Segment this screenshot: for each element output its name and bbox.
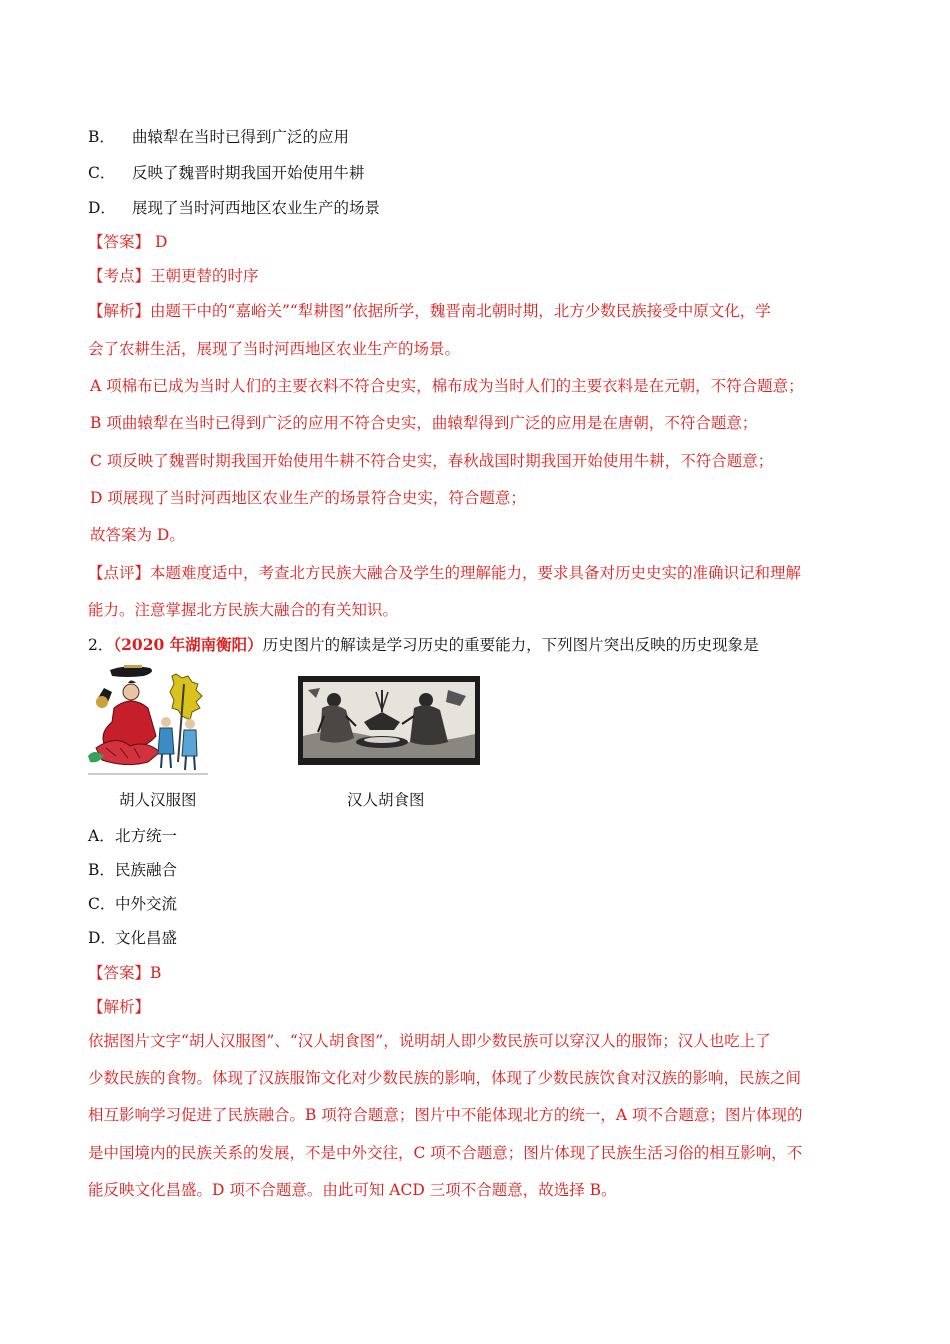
option-letter: D．	[88, 199, 116, 217]
option-text: 北方统一	[115, 827, 178, 845]
question-number: 2．	[88, 636, 114, 654]
jiexi-label: 【解析】	[88, 302, 151, 320]
q1-dianping-line-2: 能力。注意掌握北方民族大融合的有关知识。	[88, 601, 399, 619]
q2-option-d	[88, 927, 177, 949]
option-letter: C．	[88, 895, 116, 913]
q2-option-c	[88, 893, 177, 915]
q1-option-c	[88, 162, 365, 184]
q1-conclusion: 故答案为 D。	[90, 526, 185, 544]
option-letter: D．	[88, 929, 116, 947]
figure-han-people-hu-food	[298, 676, 480, 765]
q2-jiexi-label: 【解析】	[88, 998, 151, 1016]
q2-jiexi-line: 是中国境内的民族关系的发展，不是中外交往，C 项不合题意；图片体现了民族生活习俗的相互影响，不	[88, 1144, 803, 1162]
q1-analysis-c: C 项反映了魏晋时期我国开始使用牛耕不符合史实，春秋战国时期我国开始使用牛耕，不符合题意；	[90, 452, 774, 470]
q2-jiexi-line: 相互影响学习促进了民族融合。B 项符合题意；图片中不能体现北方的统一，A 项不合题意；图片体现的	[88, 1106, 803, 1124]
q1-jiexi-line-2: 会了农耕生活，展现了当时河西地区农业生产的场景。	[88, 340, 461, 358]
q2-jiexi-line: 依据图片文字“胡人汉服图”、“汉人胡食图”，说明胡人即少数民族可以穿汉人的服饰；汉人也吃上了	[88, 1032, 771, 1050]
option-letter: A．	[88, 827, 115, 845]
answer-value: B	[150, 964, 162, 982]
q1-option-b	[88, 126, 349, 148]
option-letter: B．	[88, 128, 115, 146]
figure-hu-people-han-clothing	[86, 664, 212, 778]
q2-option-a	[88, 825, 177, 847]
q2-answer	[88, 962, 161, 984]
q2-option-b	[88, 859, 177, 881]
kaodian-text: 王朝更替的时序	[150, 267, 259, 285]
answer-label: 【答案】	[88, 964, 151, 982]
q2-jiexi-line: 能反映文化昌盛。D 项不合题意。由此可知 ACD 三项不合题意，故选择 B。	[88, 1181, 617, 1199]
dianping-text: 本题难度适中，考查北方民族大融合及学生的理解能力，要求具备对历史史实的准确识记和理解	[150, 564, 802, 582]
answer-label: 【答案】	[88, 233, 151, 251]
answer-value: D	[154, 233, 168, 251]
option-text: 曲辕犁在当时已得到广泛的应用	[132, 128, 350, 146]
q1-answer	[88, 231, 167, 253]
option-text: 反映了魏晋时期我国开始使用牛耕	[132, 164, 365, 182]
kaodian-label: 【考点】	[88, 267, 151, 285]
option-text: 文化昌盛	[115, 929, 178, 947]
option-letter: C．	[88, 164, 116, 182]
figure1-caption: 胡人汉服图	[119, 791, 197, 809]
q2-jiexi-line: 少数民族的食物。体现了汉族服饰文化对少数民族的影响，体现了少数民族饮食对汉族的影响，民族之间	[88, 1069, 802, 1087]
question-stem: 历史图片的解读是学习历史的重要能力，下列图片突出反映的历史现象是	[262, 636, 759, 654]
q1-analysis-d: D 项展现了当时河西地区农业生产的场景符合史实，符合题意；	[90, 489, 526, 507]
figure-han-people-hu-food-image	[298, 676, 480, 765]
q1-dianping-line-1	[88, 562, 801, 584]
figure-hu-people-han-clothing-image	[86, 664, 212, 778]
dianping-label: 【点评】	[88, 564, 151, 582]
option-text: 展现了当时河西地区农业生产的场景	[132, 199, 381, 217]
option-text: 中外交流	[115, 895, 178, 913]
option-text: 民族融合	[115, 861, 178, 879]
q1-kaodian	[88, 265, 259, 287]
figure2-caption: 汉人胡食图	[347, 791, 425, 809]
q1-analysis-b: B 项曲辕犁在当时已得到广泛的应用不符合史实，曲辕犁得到广泛的应用是在唐朝，不符合题意；	[90, 414, 758, 432]
question-source: （2020 年湖南衡阳）	[113, 635, 263, 654]
q1-option-d	[88, 197, 380, 219]
q2-stem	[88, 634, 759, 656]
jiexi-text: 由题干中的“嘉峪关”“犁耕图”依据所学，魏晋南北朝时期，北方少数民族接受中原文化，学	[150, 302, 771, 320]
q1-jiexi-line-1	[88, 300, 771, 322]
option-letter: B．	[88, 861, 115, 879]
q1-analysis-a: A 项棉布已成为当时人们的主要衣料不符合史实，棉布成为当时人们的主要衣料是在元朝，不符合题意；	[90, 377, 804, 395]
